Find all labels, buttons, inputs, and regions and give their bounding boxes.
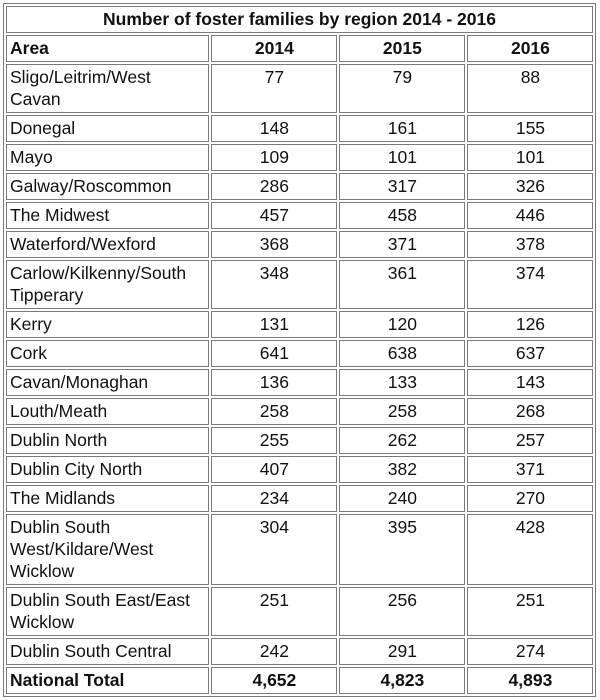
header-2015: 2015 [339,35,465,62]
value-2015: 101 [339,144,465,171]
value-2014: 368 [211,231,337,258]
table-row [6,514,593,585]
value-2015: 361 [339,260,465,309]
value-2016: 270 [467,485,593,512]
table-row [6,638,593,665]
foster-families-table [3,3,596,697]
area-cell: Carlow/Kilkenny/South Tipperary [6,260,209,309]
value-2014: 457 [211,202,337,229]
value-2014: 304 [211,514,337,585]
value-2014: 77 [211,64,337,113]
table-title: Number of foster families by region 2014 - 2016 [6,6,593,33]
area-cell: Mayo [6,144,209,171]
value-2016: 88 [467,64,593,113]
area-cell: Donegal [6,115,209,142]
value-2016: 257 [467,427,593,454]
value-2015: 161 [339,115,465,142]
area-cell: Cavan/Monaghan [6,369,209,396]
table-row [6,231,593,258]
table-row [6,144,593,171]
value-2016: 268 [467,398,593,425]
value-2014: 641 [211,340,337,367]
area-cell: The Midlands [6,485,209,512]
area-cell: Dublin South East/East Wicklow [6,587,209,636]
value-2015: 262 [339,427,465,454]
table-row [6,340,593,367]
table-row [6,311,593,338]
value-2016: 326 [467,173,593,200]
value-2014: 148 [211,115,337,142]
value-2014: 234 [211,485,337,512]
total-label: National Total [6,667,209,694]
area-cell: Dublin North [6,427,209,454]
area-cell: Dublin City North [6,456,209,483]
value-2016: 143 [467,369,593,396]
value-2014: 255 [211,427,337,454]
area-cell: Sligo/Leitrim/West Cavan [6,64,209,113]
table-row [6,202,593,229]
area-cell: Dublin South Central [6,638,209,665]
total-2016: 4,893 [467,667,593,694]
total-2014: 4,652 [211,667,337,694]
value-2014: 251 [211,587,337,636]
value-2016: 446 [467,202,593,229]
value-2014: 136 [211,369,337,396]
value-2016: 155 [467,115,593,142]
area-cell: Cork [6,340,209,367]
table-row [6,260,593,309]
value-2015: 79 [339,64,465,113]
value-2016: 371 [467,456,593,483]
value-2015: 317 [339,173,465,200]
value-2015: 638 [339,340,465,367]
value-2015: 395 [339,514,465,585]
area-cell: Kerry [6,311,209,338]
header-2014: 2014 [211,35,337,62]
value-2015: 371 [339,231,465,258]
value-2015: 133 [339,369,465,396]
foster-families-table-container [3,3,596,697]
table-row [6,427,593,454]
value-2016: 101 [467,144,593,171]
value-2014: 286 [211,173,337,200]
value-2015: 458 [339,202,465,229]
header-row [6,35,593,62]
table-row [6,456,593,483]
area-cell: Louth/Meath [6,398,209,425]
value-2016: 251 [467,587,593,636]
value-2016: 274 [467,638,593,665]
area-cell: The Midwest [6,202,209,229]
value-2016: 374 [467,260,593,309]
value-2016: 126 [467,311,593,338]
value-2014: 407 [211,456,337,483]
value-2014: 348 [211,260,337,309]
area-cell: Galway/Roscommon [6,173,209,200]
title-row [6,6,593,33]
table-row [6,587,593,636]
value-2014: 109 [211,144,337,171]
value-2015: 256 [339,587,465,636]
value-2015: 382 [339,456,465,483]
table-row [6,369,593,396]
table-row [6,485,593,512]
header-area: Area [6,35,209,62]
header-2016: 2016 [467,35,593,62]
value-2014: 258 [211,398,337,425]
area-cell: Waterford/Wexford [6,231,209,258]
value-2015: 291 [339,638,465,665]
value-2015: 258 [339,398,465,425]
table-row [6,64,593,113]
value-2015: 120 [339,311,465,338]
value-2014: 131 [211,311,337,338]
national-total-row [6,667,593,694]
value-2016: 428 [467,514,593,585]
total-2015: 4,823 [339,667,465,694]
table-body [6,64,593,694]
area-cell: Dublin South West/Kildare/West Wicklow [6,514,209,585]
table-row [6,115,593,142]
value-2014: 242 [211,638,337,665]
value-2016: 637 [467,340,593,367]
value-2015: 240 [339,485,465,512]
table-row [6,173,593,200]
table-row [6,398,593,425]
value-2016: 378 [467,231,593,258]
